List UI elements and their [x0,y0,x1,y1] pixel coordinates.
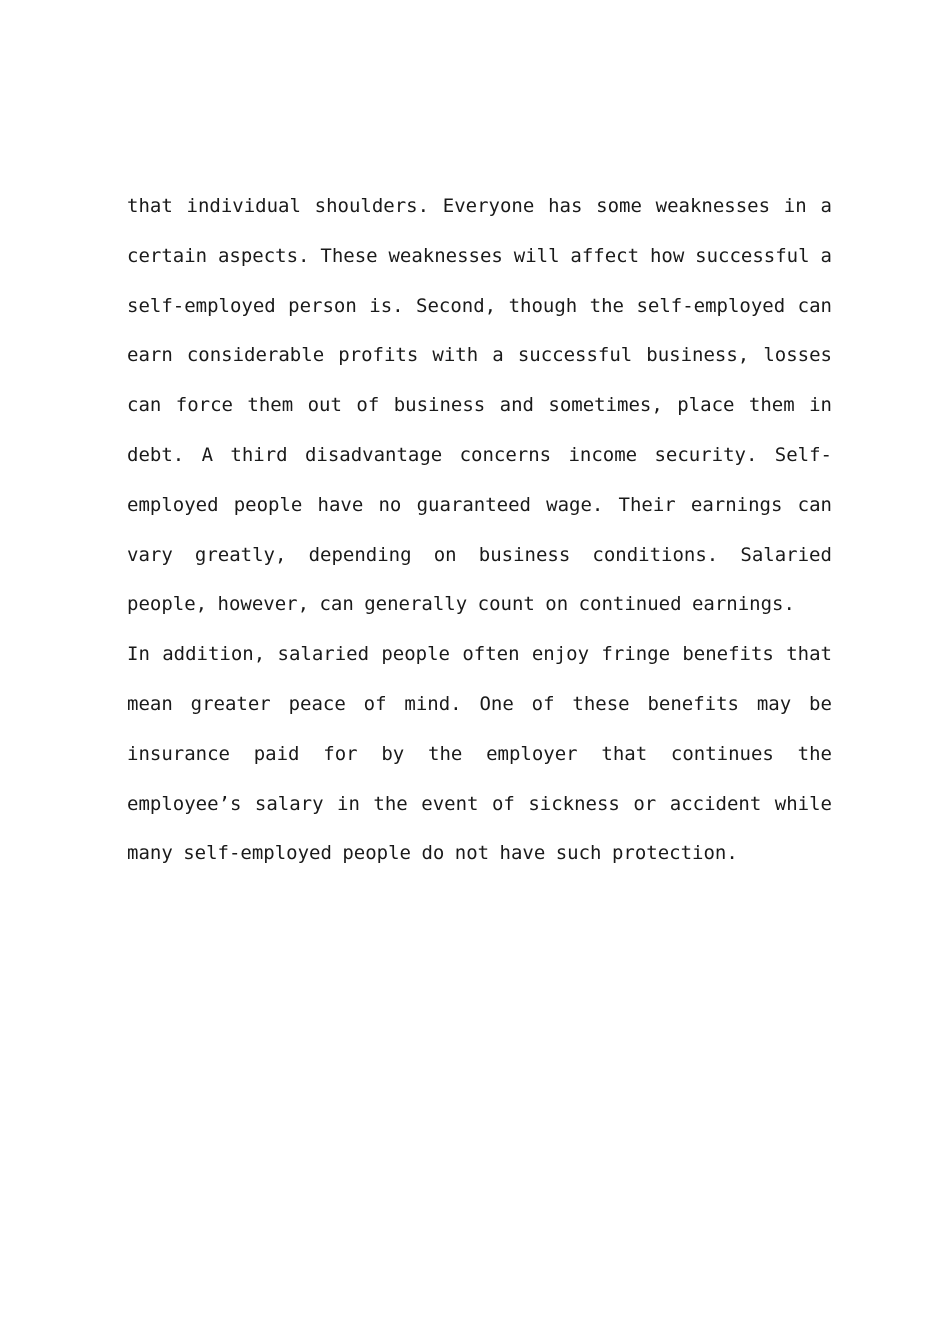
text-line [127,531,832,581]
text-line [127,481,832,531]
text-word: people [342,842,411,865]
text-word: in [337,792,360,815]
text-word: place [677,394,735,417]
text-word: many [127,842,173,865]
text-word: for [323,742,358,765]
text-word: a [820,244,832,267]
text-word: of [356,394,380,417]
text-word: generally [364,593,468,616]
text-word: income [568,443,638,466]
text-word: successful [517,344,633,367]
text-word: the [428,742,463,765]
text-word: weaknesses [655,195,771,217]
text-word: no [378,493,402,516]
text-word: employee’s [127,792,242,815]
text-line [127,580,832,630]
text-word: Salaried [740,543,832,566]
text-word: insurance [127,742,230,765]
text-word: have [499,842,546,865]
text-word: third [230,443,288,466]
text-word: people [381,643,450,666]
text-word: sometimes, [548,394,663,417]
text-word: a [492,344,504,367]
text-word: depending [308,543,412,566]
text-word: vary [127,543,173,566]
text-word: some [596,195,642,217]
text-line [127,331,832,381]
text-word: the [797,742,832,765]
text-word: These [320,244,378,267]
text-word: aspects. [217,244,310,267]
text-word: benefits [647,692,739,715]
text-word: fringe [601,643,671,666]
text-word: self-employed [127,294,276,317]
text-word: paid [253,742,300,765]
text-word: earnings. [691,593,795,616]
text-word: often [462,643,520,666]
text-word: not [454,842,490,865]
text-line [127,381,832,431]
text-word: the [373,792,408,815]
text-word: shoulders. [314,195,430,217]
text-word: individual [186,195,301,217]
text-word: considerable [186,344,325,367]
text-word: certain [127,244,208,267]
text-word: business [393,394,486,417]
text-word: sickness [528,792,620,815]
text-word: guaranteed [416,493,531,516]
text-word: salary [254,792,324,815]
text-line [127,182,832,232]
text-word: a [820,195,832,217]
text-word: though [508,294,578,317]
text-word: A [201,443,214,466]
text-word: them [748,394,795,417]
text-line [127,780,832,830]
text-word: Everyone [442,195,535,217]
text-word: can [797,493,832,516]
text-word: or [633,792,657,815]
text-word: weaknesses [388,244,503,267]
text-word: affect [570,244,640,267]
text-word: security. [654,443,758,466]
text-word: force [175,394,233,417]
text-word: greater [190,692,271,715]
text-line [127,232,832,282]
text-word: benefits [682,643,774,666]
text-word: successful [695,244,810,267]
text-line [127,730,832,780]
text-word: protection. [611,842,738,865]
text-word: mean [127,692,173,715]
text-word: may [756,692,792,715]
text-word: on [545,593,569,616]
text-word: earnings [690,493,783,516]
text-word: however, [217,593,310,616]
text-word: wage. [546,493,604,516]
text-word: addition, [162,643,266,666]
text-word: has [548,195,583,217]
text-word: disadvantage [304,443,443,466]
text-line [127,282,832,332]
text-word: of [363,692,387,715]
text-line [127,680,832,730]
text-word: have [317,493,364,516]
text-word: Second, [416,294,497,317]
text-word: out [307,394,342,417]
text-word: such [555,842,602,865]
text-word: these [572,692,630,715]
text-word: earn [127,344,173,367]
body-text [127,182,832,879]
text-word: person [288,294,357,317]
text-word: employer [486,742,578,765]
text-word: employed [127,493,219,516]
text-word: on [433,543,457,566]
text-line [127,829,832,879]
text-word: One [479,692,514,715]
text-word: mind. [404,692,462,715]
text-word: will [513,244,560,267]
text-word: be [809,692,832,715]
text-word: can [797,294,832,317]
text-word: concerns [459,443,552,466]
text-word: Their [618,493,676,516]
text-line [127,630,832,680]
text-word: enjoy [531,643,590,666]
text-word: can [127,394,162,417]
text-word: is. [369,294,404,317]
text-word: peace [288,692,346,715]
text-word: that [601,742,648,765]
text-word: In [127,643,150,666]
text-word: greatly, [194,543,287,566]
text-word: self-employed [183,842,332,865]
text-word: accident [669,792,762,815]
text-word: by [381,742,405,765]
text-word: Self- [774,443,832,466]
text-word: in [783,195,807,217]
text-word: of [491,792,515,815]
text-word: them [247,394,294,417]
text-word: with [432,344,479,367]
text-word: continues [670,742,774,765]
text-word: continued [578,593,682,616]
text-word: profits [338,344,419,367]
text-word: people [233,493,303,516]
text-word: business [478,543,571,566]
text-word: do [421,842,445,865]
text-word: that [786,643,832,666]
text-line [127,431,832,481]
text-word: and [499,394,534,417]
text-word: losses [763,344,832,367]
text-word: self-employed [636,294,786,317]
text-word: can [319,593,354,616]
text-word: debt. [127,443,185,466]
text-word: salaried [277,643,370,666]
text-word: in [809,394,832,417]
text-word: event [421,792,479,815]
text-word: how [649,244,685,267]
text-word: of [531,692,555,715]
text-word: people, [127,593,208,616]
text-word: the [589,294,624,317]
text-word: while [774,792,832,815]
text-word: conditions. [592,543,719,566]
text-word: that [127,195,173,217]
text-word: count [477,593,535,616]
text-word: business, [646,344,750,367]
